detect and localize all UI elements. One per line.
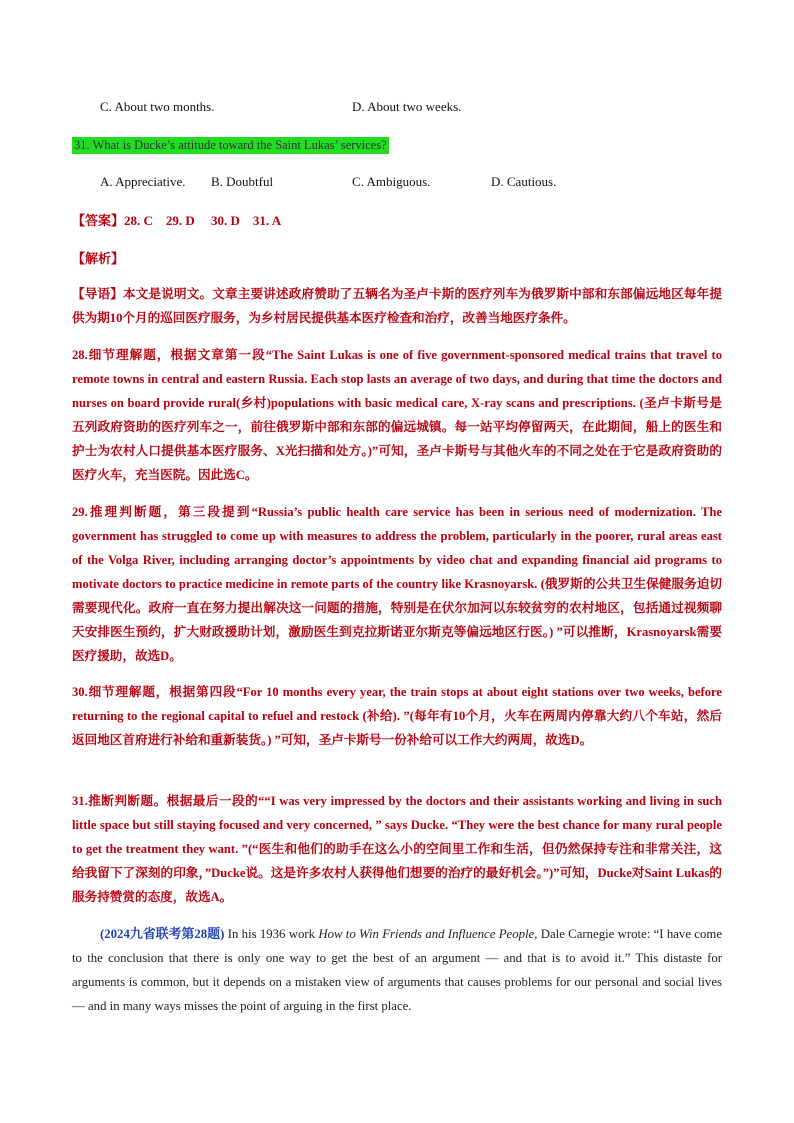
q31-option-c: C. Ambiguous. [352, 174, 431, 189]
passage-text-1: In his 1936 work [224, 927, 319, 941]
answer-line [72, 210, 281, 229]
explanation-29-text: 29.推理判断题，第三段提到“Russia’s public health care service has been in serious need of modernization. The government has struggled to come up with measures to address the problem, particularly in the poorer, rural areas east of the Volga River, including arranging doctor’s appointments by video chat and expanding financial aid programs to motivate doctors to practice medicine in remote parts of the country like Krasnoyarsk. (俄罗斯的公共卫生保健服务迫切需要现代化。政府一直在努力提出解决这一问题的措施，特别是在伏尔加河以东较贫穷的农村地区，包括通过视频聊天安排医生预约，扩大财政援助计划，激励医生到克拉斯诺亚尔斯克等偏远地区行医。) ”可以推断，Krasnoyarsk需要医疗援助，故选D。 [72, 505, 722, 663]
explanation-28-text: 28.细节理解题，根据文章第一段“The Saint Lukas is one of five government-sponsored medical trains that travel to remote towns in central and eastern Russia. Each stop lasts an average of two days, and during that time the doctors and nurses on board provide rural(乡村)populations with basic medical care, X-ray scans and prescriptions. (圣卢卡斯号是五列政府资助的医疗列车之一，前往俄罗斯中部和东部的偏远城镇。每一站平均停留两天，在此期间，船上的医生和护士为农村人口提供基本医疗服务、X光扫描和处方。)”可知，圣卢卡斯号与其他火车的不同之处在于它是政府资助的医疗火车，充当医院。因此选C。 [72, 348, 722, 482]
intro-paragraph [72, 282, 722, 330]
q30-option-d: D. About two weeks. [352, 99, 462, 114]
q31-question: 31. What is Ducke’s attitude toward the Saint Lukas’ services? [74, 138, 387, 152]
passage-text-2: , Dale Carnegie wrote: “I have come to the conclusion that there is only one way to get the best of an argument — and that is to avoid it.” This distaste for arguments is common, but it depends on a mistaken view of arguments that causes problems for our personal and social lives — and in many ways misses the point of arguing in the first place. [72, 927, 723, 1013]
answer-values: 28. C 29. D 30. D 31. A [124, 213, 282, 228]
passage-book-title: How to Win Friends and Influence People [318, 927, 535, 941]
passage-source: (2024九省联考第28题) [100, 927, 225, 941]
q31-option-a: A. Appreciative. [100, 174, 186, 189]
explanation-28 [72, 343, 722, 487]
intro-label: 【导语】 [72, 287, 123, 301]
explanation-31 [72, 789, 722, 909]
reading-passage [72, 922, 722, 1018]
q31-option-d: D. Cautious. [491, 174, 557, 189]
explanation-30-text: 30.细节理解题，根据第四段“For 10 months every year, the train stops at about eight stations over two weeks, before returning to the regional capital to refuel and restock (补给). ”(每年有10个月，火车在两周内停靠大约八个车站，然后返回地区首府进行补给和重新装货。) ”可知，圣卢卡斯号一份补给可以工作大约两周，故选D。 [72, 685, 722, 747]
explanation-30 [72, 680, 722, 752]
q31-option-b: B. Doubtful [211, 174, 274, 189]
intro-text: 本文是说明文。文章主要讲述政府赞助了五辆名为圣卢卡斯的医疗列车为俄罗斯中部和东部偏远地区每年提供为期10个月的巡回医疗服务，为乡村居民提供基本医疗检查和治疗，改善当地医疗条件。 [72, 287, 723, 325]
q30-option-c: C. About two months. [100, 99, 215, 114]
analysis-label: 【解析】 [72, 252, 125, 267]
answer-label: 【答案】 [72, 214, 125, 229]
explanation-31-text: 31.推断判断题。根据最后一段的““I was very impressed by the doctors and their assistants working and living in such little space but still staying focused and very concerned, ” says Ducke. “They were the best chance for many rural people to get the treatment they want. ”(“医生和他们的助手在这么小的空间里工作和生活，但仍然保持专注和非常关注，这给我留下了深刻的印象，”Ducke说。这是许多农村人获得他们想要的治疗的最好机会。”)”可知，Ducke对Saint Lukas的服务持赞赏的态度，故选A。 [72, 794, 722, 904]
explanation-29 [72, 500, 722, 668]
